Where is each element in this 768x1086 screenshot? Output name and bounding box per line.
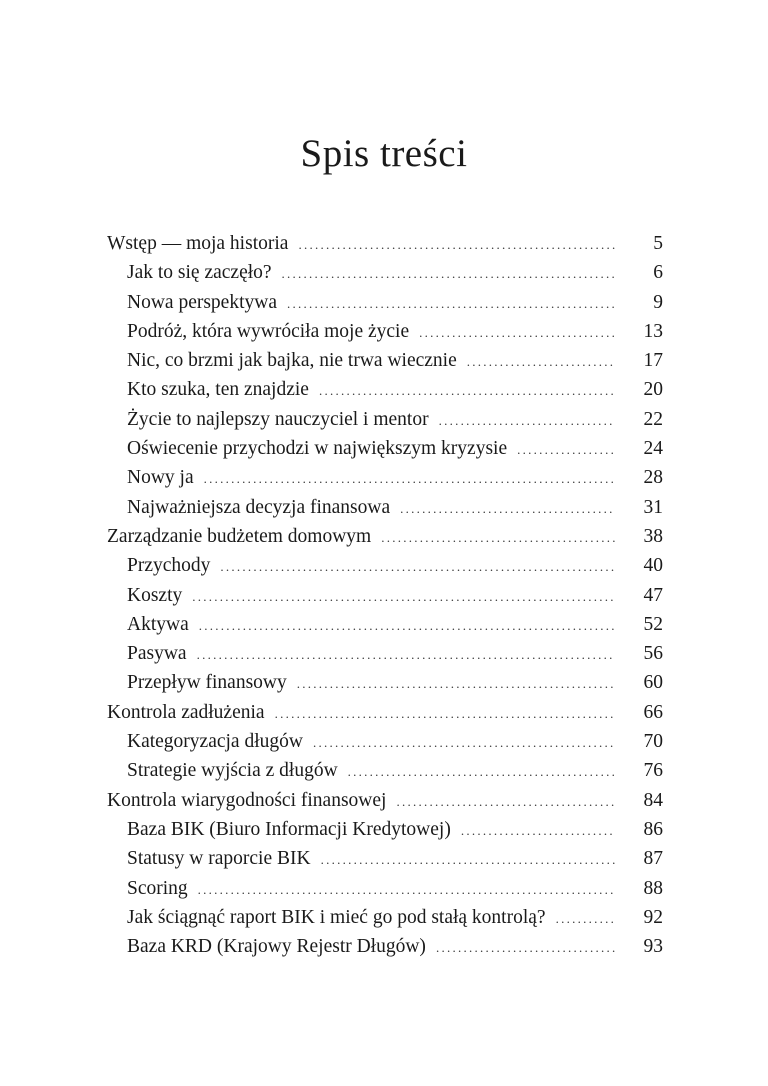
entry-page-number: 24 bbox=[643, 438, 663, 460]
toc-chapter bbox=[107, 786, 663, 815]
toc-section bbox=[107, 317, 663, 346]
toc-section bbox=[107, 288, 663, 317]
table-of-contents bbox=[107, 229, 663, 961]
entry-title: Pasywa bbox=[127, 643, 187, 665]
toc-section bbox=[107, 346, 663, 375]
entry-page-number: 31 bbox=[643, 496, 663, 518]
dot-leader bbox=[556, 904, 615, 933]
toc-section bbox=[107, 756, 663, 785]
entry-page-number: 47 bbox=[643, 584, 663, 606]
entry-title: Strategie wyjścia z długów bbox=[127, 760, 338, 782]
dot-leader bbox=[204, 464, 615, 493]
dot-leader bbox=[436, 933, 615, 962]
dot-leader bbox=[321, 845, 615, 874]
toc-section bbox=[107, 610, 663, 639]
dot-leader bbox=[220, 552, 615, 581]
entry-page-number: 6 bbox=[653, 262, 663, 284]
entry-title: Baza BIK (Biuro Informacji Kredytowej) bbox=[127, 818, 451, 840]
dot-leader bbox=[467, 347, 615, 376]
toc-section bbox=[107, 581, 663, 610]
dot-leader bbox=[517, 435, 615, 464]
entry-title: Życie to najlepszy nauczyciel i mentor bbox=[127, 408, 429, 430]
entry-title: Jak to się zaczęło? bbox=[127, 262, 272, 284]
entry-title: Nic, co brzmi jak bajka, nie trwa wiecznie bbox=[127, 350, 457, 372]
toc-section bbox=[107, 844, 663, 873]
toc-section bbox=[107, 258, 663, 287]
entry-title: Oświecenie przychodzi w największym kryzysie bbox=[127, 438, 508, 460]
entry-page-number: 60 bbox=[643, 672, 663, 694]
toc-chapter bbox=[107, 229, 663, 258]
dot-leader bbox=[419, 318, 615, 347]
dot-leader bbox=[348, 757, 615, 786]
entry-title: Przepływ finansowy bbox=[127, 672, 287, 694]
entry-title: Kontrola wiarygodności finansowej bbox=[107, 789, 387, 811]
entry-title: Kategoryzacja długów bbox=[127, 731, 303, 753]
entry-page-number: 20 bbox=[643, 379, 663, 401]
dot-leader bbox=[396, 787, 615, 816]
entry-title: Przychody bbox=[127, 555, 211, 577]
toc-chapter bbox=[107, 698, 663, 727]
dot-leader bbox=[461, 816, 615, 845]
dot-leader bbox=[319, 376, 615, 405]
entry-page-number: 40 bbox=[643, 555, 663, 577]
entry-title: Kto szuka, ten znajdzie bbox=[127, 379, 309, 401]
toc-section bbox=[107, 405, 663, 434]
entry-title: Nowy ja bbox=[127, 467, 194, 489]
entry-title: Koszty bbox=[127, 584, 183, 606]
entry-page-number: 88 bbox=[643, 877, 663, 899]
dot-leader bbox=[199, 611, 615, 640]
entry-page-number: 22 bbox=[643, 408, 663, 430]
entry-page-number: 52 bbox=[643, 613, 663, 635]
entry-title: Najważniejsza decyzja finansowa bbox=[127, 496, 391, 518]
dot-leader bbox=[197, 640, 615, 669]
entry-title: Kontrola zadłużenia bbox=[107, 701, 265, 723]
dot-leader bbox=[198, 875, 615, 904]
entry-page-number: 17 bbox=[643, 350, 663, 372]
dot-leader bbox=[192, 582, 615, 611]
dot-leader bbox=[313, 728, 615, 757]
entry-page-number: 56 bbox=[643, 643, 663, 665]
dot-leader bbox=[439, 406, 615, 435]
entry-page-number: 66 bbox=[643, 701, 663, 723]
dot-leader bbox=[275, 699, 615, 728]
entry-title: Baza KRD (Krajowy Rejestr Długów) bbox=[127, 936, 426, 958]
dot-leader bbox=[400, 494, 615, 523]
entry-title: Wstęp — moja historia bbox=[107, 233, 289, 254]
dot-leader bbox=[381, 523, 615, 552]
page-title: Spis treści bbox=[300, 132, 468, 175]
entry-page-number: 5 bbox=[653, 233, 663, 254]
toc-section bbox=[107, 932, 663, 961]
entry-title: Aktywa bbox=[127, 613, 189, 635]
entry-title: Zarządzanie budżetem domowym bbox=[107, 525, 372, 547]
entry-page-number: 93 bbox=[643, 936, 663, 958]
entry-page-number: 13 bbox=[643, 320, 663, 342]
entry-page-number: 28 bbox=[643, 467, 663, 489]
entry-title: Statusy w raporcie BIK bbox=[127, 848, 311, 870]
dot-leader bbox=[297, 669, 615, 698]
entry-page-number: 87 bbox=[643, 848, 663, 870]
toc-section bbox=[107, 903, 663, 932]
toc-section bbox=[107, 815, 663, 844]
entry-title: Nowa perspektywa bbox=[127, 291, 277, 313]
dot-leader bbox=[282, 259, 615, 288]
toc-section bbox=[107, 668, 663, 697]
toc-section bbox=[107, 727, 663, 756]
entry-page-number: 86 bbox=[643, 818, 663, 840]
toc-section bbox=[107, 434, 663, 463]
entry-page-number: 9 bbox=[653, 291, 663, 313]
toc-chapter bbox=[107, 522, 663, 551]
toc-section bbox=[107, 463, 663, 492]
dot-leader bbox=[287, 289, 615, 318]
entry-title: Podróż, która wywróciła moje życie bbox=[127, 320, 410, 342]
entry-title: Jak ściągnąć raport BIK i mieć go pod stałą kontrolą? bbox=[127, 906, 546, 928]
dot-leader bbox=[298, 230, 615, 259]
toc-section bbox=[107, 874, 663, 903]
toc-section bbox=[107, 375, 663, 404]
entry-page-number: 70 bbox=[643, 731, 663, 753]
entry-page-number: 84 bbox=[643, 789, 663, 811]
entry-title: Scoring bbox=[127, 877, 188, 899]
toc-section bbox=[107, 551, 663, 580]
toc-section bbox=[107, 493, 663, 522]
toc-section bbox=[107, 639, 663, 668]
entry-page-number: 38 bbox=[643, 525, 663, 547]
entry-page-number: 92 bbox=[643, 906, 663, 928]
entry-page-number: 76 bbox=[643, 760, 663, 782]
